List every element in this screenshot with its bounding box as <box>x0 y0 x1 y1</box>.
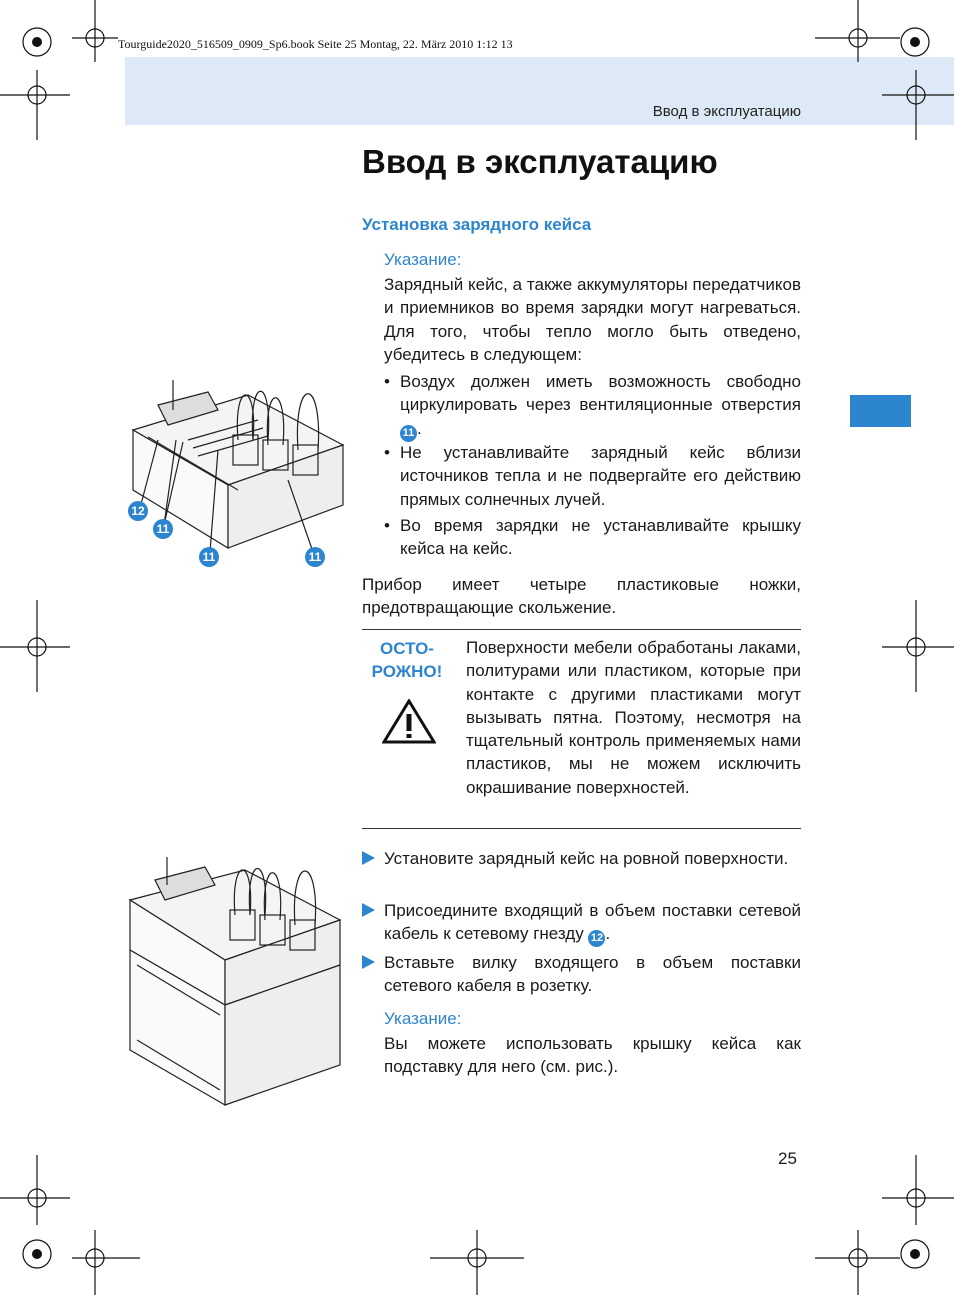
note-text: Вы можете использовать крышку кейса как подставку для него (см. рис.). <box>384 1034 801 1077</box>
step-item: Присоедините входящий в объем поставки сетевой кабель к сетевому гнезду 12 . <box>384 899 801 947</box>
callout-number-icon: 11 <box>153 519 173 539</box>
page-title: Ввод в эксплуатацию <box>362 143 718 180</box>
note-text: Зарядный кейс, а также аккумуляторы передатчиков и приемников во время зарядки могут нагреваться. Для того, чтобы тепло могло быть отведено, убедитесь в следующем: <box>384 275 801 364</box>
warning-label: ОСТО- РОЖНО! <box>371 639 443 681</box>
section-subtitle: Установка зарядного кейса <box>362 215 592 234</box>
bullet-item: • Воздух должен иметь возможность свободно циркулировать через вентиляционные отверстия 11 . <box>400 370 801 442</box>
step-arrow-icon <box>362 955 375 969</box>
divider <box>362 629 801 630</box>
callout-number-icon: 11 <box>199 547 219 567</box>
callout-number-icon: 12 <box>128 501 148 521</box>
step-arrow-icon <box>362 903 375 917</box>
bullet-item: • Не устанавливайте зарядный кейс вблизи источников тепла и не подвергайте его действию прямых солнечных лучей. <box>384 443 801 509</box>
step-item: Вставьте вилку входящего в объем поставки сетевого кабеля в розетку. <box>384 951 801 998</box>
warning-text: Поверхности мебели обработаны лаками, политурами или пластиком, которые при контакте с другими пластиками могут вызывать пятна. Поэтому, несмотря на тщательный контроль применяемых нами пластиков, мы не можем исключить окрашивание поверхностей. <box>466 638 801 797</box>
step-arrow-icon <box>362 851 375 865</box>
note-label: Указание: <box>384 250 462 269</box>
divider <box>362 828 801 829</box>
callout-number-icon: 11 <box>305 547 325 567</box>
running-head: Ввод в эксплуатацию <box>652 103 801 120</box>
book-info-line: Tourguide2020_516509_0909_Sp6.book Seite 25 Montag, 22. März 2010 1:12 13 <box>118 37 513 51</box>
page-number: 25 <box>778 1149 797 1168</box>
callout-number-icon: 11 <box>400 425 417 442</box>
note-label: Указание: <box>384 1009 462 1028</box>
warning-triangle-icon <box>382 699 436 744</box>
callout-number-icon: 12 <box>588 930 605 947</box>
step-item: Установите зарядный кейс на ровной поверхности. <box>384 847 801 870</box>
case-on-lid-illustration <box>125 855 350 1110</box>
feet-text: Прибор имеет четыре пластиковые ножки, предотвращающие скольжение. <box>362 575 801 618</box>
bullet-item: • Во время зарядки не устанавливайте крышку кейса на кейс. <box>384 516 801 559</box>
